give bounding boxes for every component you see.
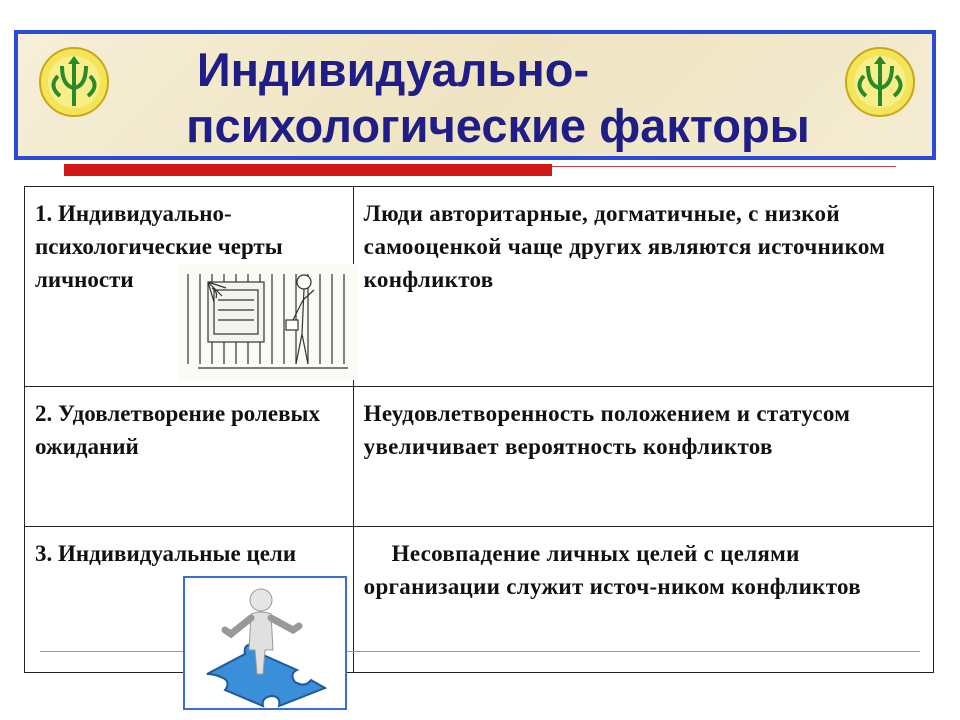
cobweb-board-illustration	[178, 264, 358, 380]
puzzle-figure-illustration	[183, 576, 347, 710]
divider-line	[40, 651, 920, 652]
title-line-1: Индивидуально-	[196, 43, 590, 96]
description-cell: Несовпадение личных целей с целями организации служит источ-ником конфликтов	[353, 527, 933, 673]
page-title	[118, 42, 878, 154]
puzzle-figure-icon	[185, 578, 345, 708]
accent-bar	[64, 164, 552, 176]
factor-cell: 2. Удовлетворение ролевых ожиданий	[25, 387, 354, 527]
factor-cell: 3. Индивидуальные цели	[25, 527, 354, 673]
description-cell: Люди авторитарные, догматичные, с низкой самооценкой чаще других являются источником конфликтов	[353, 187, 933, 387]
divider-line	[552, 166, 896, 167]
factor-cell: 1. Индивидуально-психологические черты личности	[25, 187, 354, 387]
table-row	[25, 387, 934, 527]
trident-emblem-icon	[844, 46, 916, 118]
table-row	[25, 187, 934, 387]
title-line-2: психологические факторы	[186, 99, 810, 152]
title-banner	[14, 30, 936, 160]
factors-table	[24, 186, 934, 673]
description-cell: Неудовлетворенность положением и статусом увеличивает вероятность конфликтов	[353, 387, 933, 527]
